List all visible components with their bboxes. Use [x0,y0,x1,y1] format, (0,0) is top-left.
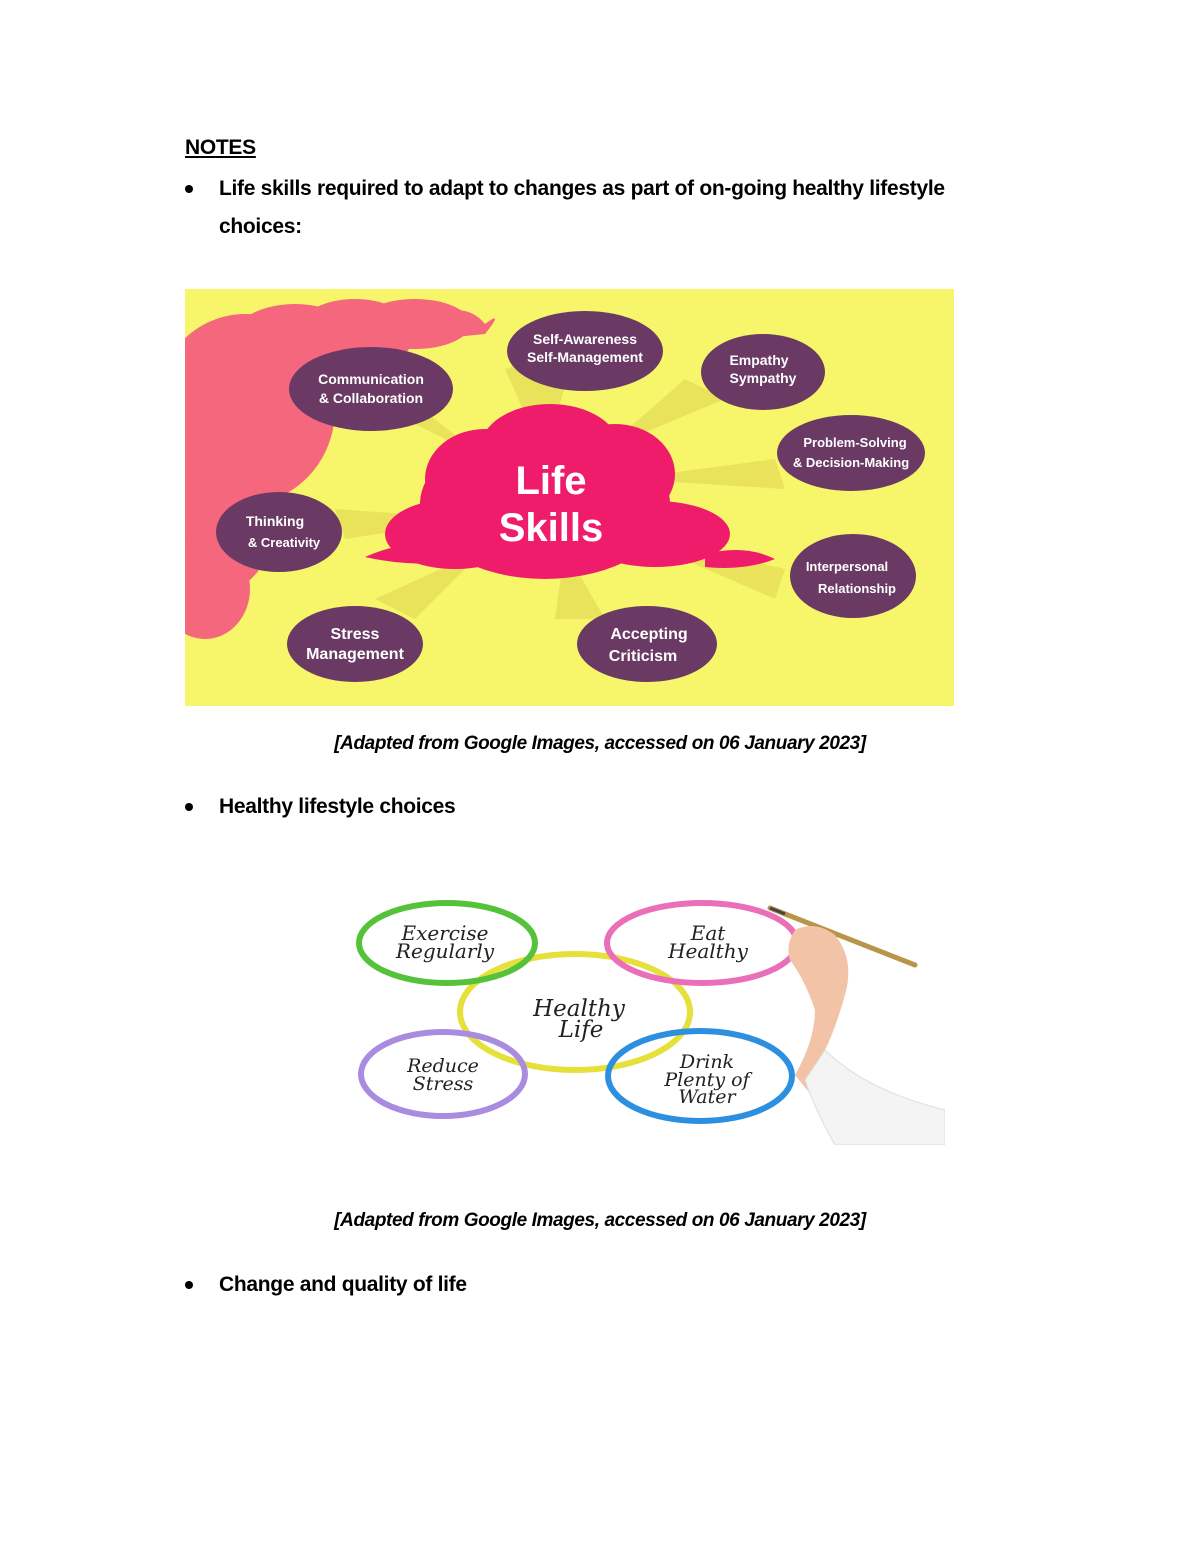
circle-label: Water [678,1086,736,1108]
circle-label: Regularly [395,939,495,963]
bubble-label: Problem-Solving [803,435,907,450]
bubble-label: Criticism [608,648,678,665]
bullet-text-line1: Change and quality of life [219,1273,467,1296]
bubble-accepting-criticism [577,606,717,682]
bubble-communication [289,347,453,431]
bubble-label: Relationship [817,581,897,596]
bubble-label: & Creativity [247,535,321,550]
bubble-interpersonal [790,534,916,618]
center-label: Life [558,1017,604,1043]
figure-caption-2: [Adapted from Google Images, accessed on 06 January 2023] [334,1210,866,1231]
bubble-self-awareness [507,311,663,391]
bubble-label: Empathy [729,352,789,368]
bubble-label: Stress [330,626,380,643]
bubble-label: Thinking [245,513,305,529]
bubble-label: Management [306,646,404,663]
bullet-text-line1: Healthy lifestyle choices [219,795,456,818]
bubble-label: Interpersonal [805,559,889,574]
bullet-dot [185,185,193,193]
bullet-dot [185,803,193,811]
bubble-stress-management [287,606,423,682]
center-label: Healthy [533,996,625,1022]
circle-label: Drink [679,1051,735,1073]
bullet-text-line2: choices: [219,215,302,238]
figure-caption-1: [Adapted from Google Images, accessed on 06 January 2023] [334,733,866,754]
circle-label: Stress [412,1073,474,1095]
life-skills-figure [185,289,954,706]
circle-label: Eat [690,921,726,945]
bubble-label: Communication [318,371,424,387]
bubble-label: Self-Awareness [532,331,638,347]
bullet-text-line1: Life skills required to adapt to changes as part of on-going healthy lifestyle [219,177,945,200]
bubble-label: Sympathy [729,370,797,386]
life-skills-title-line1: Life [515,459,587,503]
bubble-empathy [701,334,825,410]
circle-label: Exercise [401,921,489,945]
bubble-label: Accepting [610,626,688,643]
circle-label: Healthy [668,939,748,963]
bubble-thinking [216,492,342,572]
healthy-life-figure [345,900,945,1145]
circle-label: Plenty of [664,1069,750,1091]
bubble-label: Self-Management [527,349,643,365]
bubble-label: & Collaboration [318,390,424,406]
bubble-label: & Decision-Making [792,455,910,470]
bubble-problem-solving [777,415,925,491]
notes-heading: NOTES [185,136,256,159]
circle-label: Reduce [407,1055,479,1077]
life-skills-title-line2: Skills [498,506,604,550]
bullet-dot [185,1281,193,1289]
